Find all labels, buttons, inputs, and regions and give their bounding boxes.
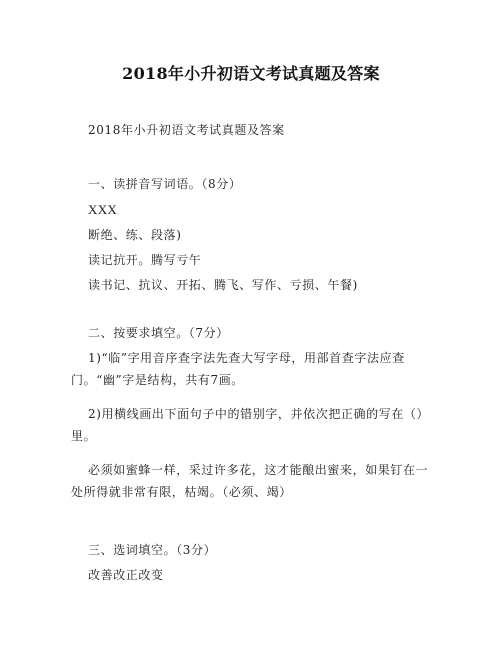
document-title: 2018年小升初语文考试真题及答案: [122, 64, 380, 83]
section-2-paragraph-2: 2)用横线画出下面句子中的错别字，并依次把正确的写在（）里。: [71, 407, 430, 443]
section-3-heading: 三、选词填空。（3分）: [88, 543, 217, 557]
section-1-heading: 一、读拼音写词语。（8分）: [88, 177, 242, 191]
section-2-paragraph-3: 必须如蜜蜂一样，采过许多花，这才能酿出蜜来，如果钉在一处所得就非常有限，枯竭。（必须、竭）: [71, 463, 429, 499]
section-2-heading: 二、按要求填空。（7分）: [88, 326, 229, 340]
section-3-line-1: 改善改正改变: [88, 568, 164, 582]
section-2-paragraph-1: 1)“临”字用音序查字法先查大写字母，用部首查字法应查门。“幽”字是结构，共有7画。: [71, 351, 405, 387]
section-1-line-3: 读记抗开。腾写亏午: [88, 253, 202, 267]
section-1-line-4: 读书记、抗议、开拓、腾飞、写作、亏损、午餐): [88, 278, 358, 292]
section-1-line-1: XXX: [88, 202, 118, 217]
section-1-line-2: 断绝、练、段落): [88, 228, 182, 242]
document-subtitle: 2018年小升初语文考试真题及答案: [88, 123, 285, 137]
